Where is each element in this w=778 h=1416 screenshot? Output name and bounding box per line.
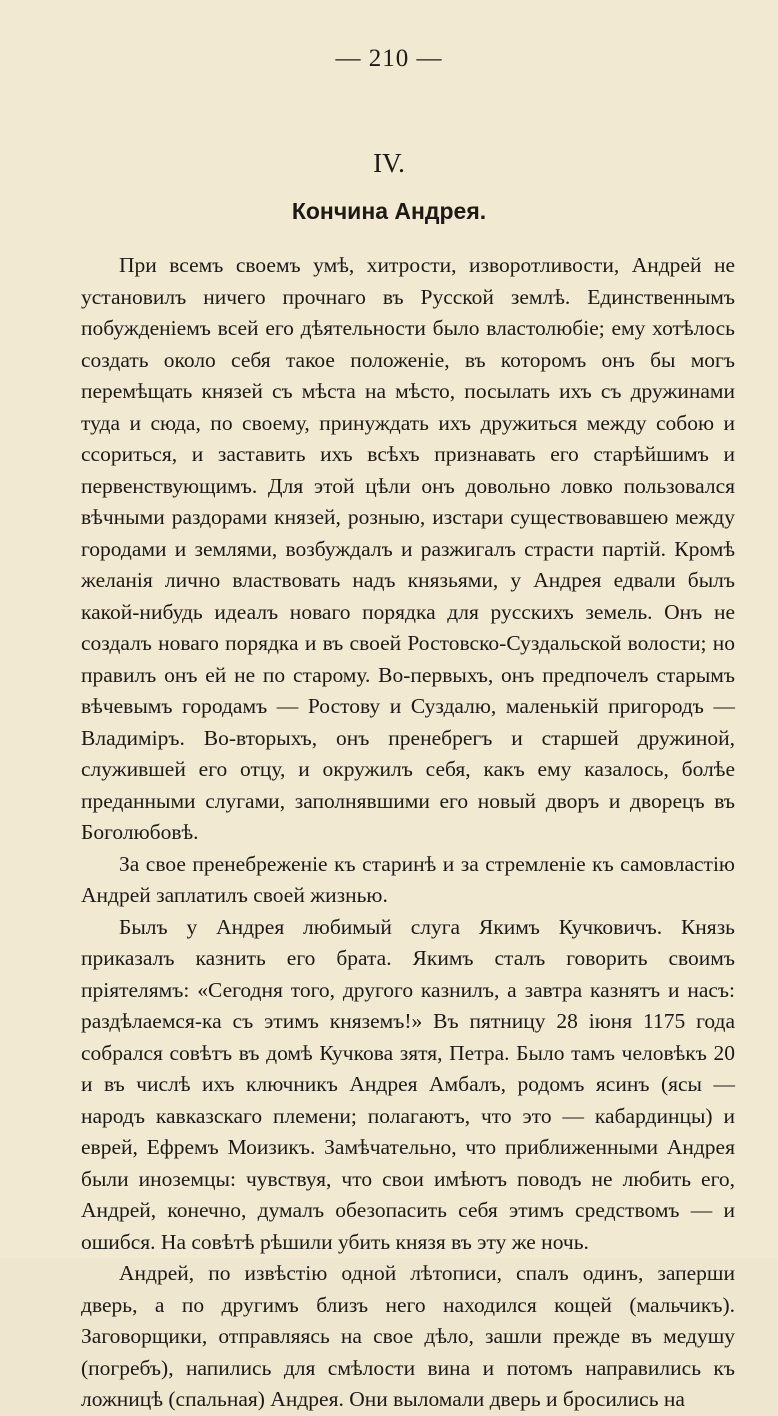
page-number: — 210 — bbox=[335, 45, 443, 72]
chapter-title: Кончина Андрея. bbox=[291, 198, 487, 224]
body-text bbox=[81, 250, 735, 1416]
paragraph-3: Былъ у Андрея любимый слуга Якимъ Кучковичъ. Князь приказалъ казнить его брата. Якимъ сталъ говорить своимъ пріятелямъ: «Сегодня того, другого казнилъ, а завтра казнятъ и насъ: раздѣлаемся-ка съ этимъ княземъ!» Въ пятницу 28 іюня 1175 года собрался совѣтъ въ домѣ Кучкова зятя, Петра. Было тамъ человѣкъ 20 и въ числѣ ихъ ключникъ Андрея Амбалъ, родомъ ясинъ (ясы — народъ кавказскаго племени; полагаютъ, что это — кабардинцы) и еврей, Ефремъ Моизикъ. Замѣчательно, что приближенными Андрея были иноземцы: чувствуя, что свои имѣютъ поводъ не любить его, Андрей, конечно, думалъ обезопасить себя этимъ средствомъ — и ошибся. На совѣтѣ рѣшили убить князя въ эту же ночь. bbox=[81, 914, 735, 1254]
paragraph-4: Андрей, по извѣстію одной лѣтописи, спалъ одинъ, заперши дверь, а по другимъ близъ него находился кощей (мальчикъ). Заговорщики, отправляясь на свое дѣло, зашли прежде въ медушу (погребъ), напились для смѣлости вина и потомъ направились къ ложницѣ (спальная) Андрея. Они выломали дверь и бросились на bbox=[81, 1261, 735, 1411]
chapter-number: IV. bbox=[373, 148, 405, 178]
paragraph-2: За свое пренебреженіе къ старинѣ и за стремленіе къ самовластію Андрей заплатилъ своей жизнью. bbox=[81, 851, 735, 907]
paragraph-1: При всемъ своемъ умѣ, хитрости, изворотливости, Андрей не установилъ ничего прочнаго въ Русской землѣ. Единственнымъ побужденіемъ всей его дѣятельности было властолюбіе; ему хотѣлось создать около себя такое положеніе, въ которомъ онъ бы могъ перемѣщать князей съ мѣста на мѣсто, посылать ихъ съ дружинами туда и сюда, по своему, принуждать ихъ дружиться между собою и ссориться, и заставить ихъ всѣхъ признавать его старѣйшимъ и первенствующимъ. Для этой цѣли онъ довольно ловко пользовался вѣчными раздорами князей, розныю, изстари существовавшею между городами и землями, возбуждалъ и разжигалъ страсти партій. Кромѣ желанія лично властвовать надъ князьями, у Андрея едвали былъ какой-нибудь идеалъ новаго порядка для русскихъ земель. Онъ не создалъ новаго порядка и въ своей Ростовско-Суздальской волости; но правилъ онъ ей не по старому. Во-первыхъ, онъ предпочелъ старымъ вѣчевымъ городамъ — Ростову и Суздалю, маленькій пригородъ — Владиміръ. Во-вторыхъ, онъ пренебрегъ и старшей дружиной, служившей его отцу, и окружилъ себя, какъ ему казалось, болѣе преданными слугами, заполнявшими его новый дворъ и дворецъ въ Боголюбовѣ. bbox=[81, 253, 735, 844]
